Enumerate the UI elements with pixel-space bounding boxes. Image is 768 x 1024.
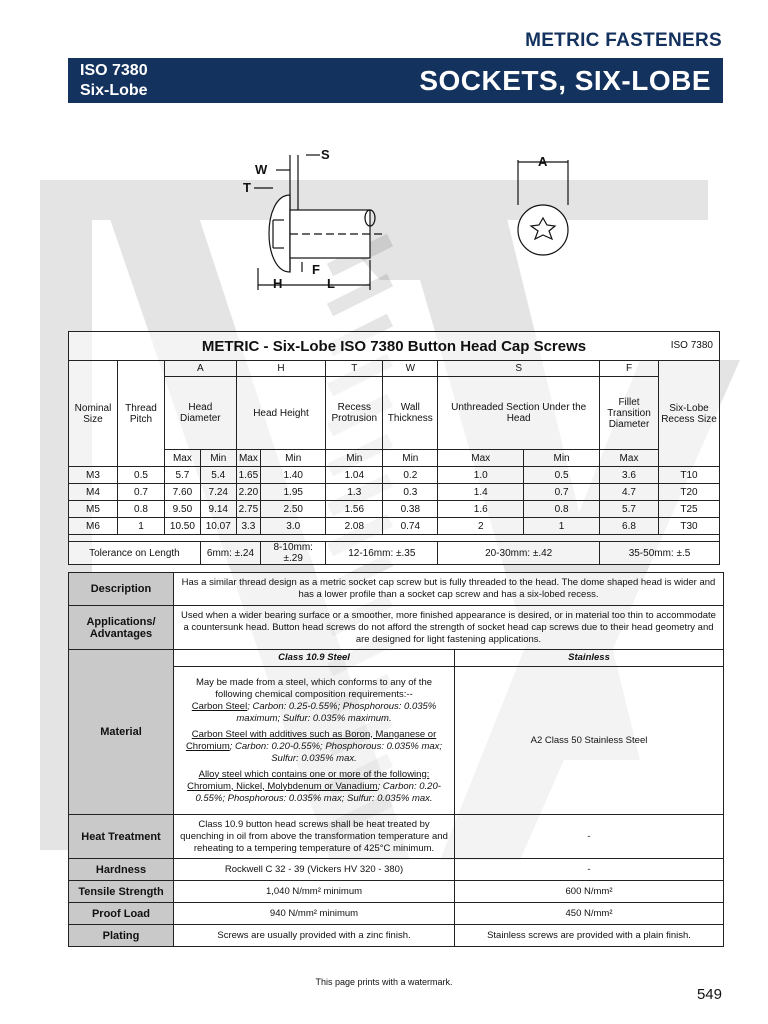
alloy-spec: ; Carbon: 0.20-0.55%; Phosphorous: 0.035% max; Sulfur: 0.035% max. bbox=[195, 780, 441, 804]
description-text: Has a similar thread design as a metric socket cap screw but is fully threaded to the head. The dome shaped head is wider and has a lower profile than a socket cap screw and has a six-lobed recess. bbox=[174, 573, 724, 606]
carbon-steel-spec: ; Carbon: 0.25-0.55%; Phosphorous: 0.035% maximum; Sulfur: 0.035% maximum. bbox=[236, 700, 437, 724]
cell: T10 bbox=[659, 467, 720, 484]
cell: 0.3 bbox=[383, 484, 438, 501]
proof-load-steel: 940 N/mm² minimum bbox=[174, 903, 455, 925]
page-number: 549 bbox=[696, 986, 722, 1003]
cell: 10.50 bbox=[165, 518, 201, 535]
cell: 9.14 bbox=[200, 501, 236, 518]
col-head-height: Head Height bbox=[236, 377, 326, 450]
col-fillet: Fillet Transition Diameter bbox=[600, 377, 659, 450]
cell: 3.3 bbox=[236, 518, 260, 535]
plating-steel: Screws are usually provided with a zinc finish. bbox=[174, 925, 455, 947]
drive-type: Six-Lobe bbox=[80, 82, 148, 99]
additives-label: Carbon Steel with additives such as Boron, Manganese or Chromium bbox=[185, 728, 437, 752]
cell: T20 bbox=[659, 484, 720, 501]
iso-number: ISO 7380 bbox=[80, 62, 148, 79]
hardness-label: Hardness bbox=[69, 859, 174, 881]
cell: 2.08 bbox=[326, 518, 383, 535]
tolerance-label: Tolerance on Length bbox=[69, 542, 201, 565]
sub-header: Max bbox=[165, 450, 201, 467]
table-title: METRIC - Six-Lobe ISO 7380 Button Head Cap Screws bbox=[201, 337, 587, 355]
plating-label: Plating bbox=[69, 925, 174, 947]
tensile-stainless: 600 N/mm² bbox=[455, 881, 724, 903]
cell: 4.7 bbox=[600, 484, 659, 501]
plating-stainless: Stainless screws are provided with a plain finish. bbox=[455, 925, 724, 947]
cell: 0.7 bbox=[524, 484, 600, 501]
hardness-steel: Rockwell C 32 - 39 (Vickers HV 320 - 380) bbox=[174, 859, 455, 881]
cell: T25 bbox=[659, 501, 720, 518]
cell: 9.50 bbox=[165, 501, 201, 518]
applications-label: Applications/ Advantages bbox=[69, 606, 174, 650]
cell: 0.5 bbox=[524, 467, 600, 484]
cell: 5.4 bbox=[200, 467, 236, 484]
dimension-table bbox=[68, 331, 720, 565]
alloy-label: Alloy steel which contains one or more of the following: Chromium, Nickel, Molybdenum or Vanadium bbox=[187, 768, 430, 792]
cell: 0.74 bbox=[383, 518, 438, 535]
sub-header: Max bbox=[236, 450, 260, 467]
dim-label-h: H bbox=[273, 276, 283, 291]
hardness-stainless: - bbox=[455, 859, 724, 881]
col-nominal-size: Nominal Size bbox=[69, 361, 118, 467]
sub-header: Min bbox=[200, 450, 236, 467]
table-row bbox=[69, 501, 720, 518]
table-title-cell bbox=[69, 332, 720, 361]
proof-load-label: Proof Load bbox=[69, 903, 174, 925]
cell: 1.65 bbox=[236, 467, 260, 484]
cell: 7.24 bbox=[200, 484, 236, 501]
col-wall: Wall Thickness bbox=[383, 377, 438, 450]
material-intro: May be made from a steel, which conforms to any of the following chemical composition requirements:-- bbox=[195, 676, 433, 700]
col-head-diameter: Head Diameter bbox=[165, 377, 237, 450]
sub-header: Max bbox=[600, 450, 659, 467]
cell: 0.2 bbox=[383, 467, 438, 484]
cell: 2.50 bbox=[261, 501, 326, 518]
sub-header: Min bbox=[524, 450, 600, 467]
cell: 0.38 bbox=[383, 501, 438, 518]
cell: 1.6 bbox=[438, 501, 524, 518]
table-row bbox=[69, 467, 720, 484]
tolerance-value: 6mm: ±.24 bbox=[200, 542, 260, 565]
col-recess: Recess Protrusion bbox=[326, 377, 383, 450]
cell: M3 bbox=[69, 467, 118, 484]
table-iso: ISO 7380 bbox=[670, 340, 713, 351]
watermark-note: This page prints with a watermark. bbox=[315, 977, 453, 987]
dim-label-l: L bbox=[327, 276, 335, 291]
cell: 2.20 bbox=[236, 484, 260, 501]
sub-header: Min bbox=[383, 450, 438, 467]
material-steel bbox=[174, 667, 455, 815]
sub-header: Max bbox=[438, 450, 524, 467]
cell: 1.4 bbox=[438, 484, 524, 501]
carbon-steel-label: Carbon Steel bbox=[191, 700, 248, 712]
letter-f: F bbox=[600, 361, 659, 377]
tolerance-value: 12-16mm: ±.35 bbox=[326, 542, 438, 565]
stainless-header: Stainless bbox=[455, 650, 724, 667]
col-six-lobe: Six-Lobe Recess Size bbox=[659, 361, 720, 467]
class-steel-header: Class 10.9 Steel bbox=[174, 650, 455, 667]
cell: T30 bbox=[659, 518, 720, 535]
proof-load-stainless: 450 N/mm² bbox=[455, 903, 724, 925]
col-unthreaded: Unthreaded Section Under the Head bbox=[438, 377, 600, 450]
dim-label-w: W bbox=[255, 162, 268, 177]
cell: 0.8 bbox=[118, 501, 165, 518]
cell: M5 bbox=[69, 501, 118, 518]
page-title: SOCKETS, SIX-LOBE bbox=[419, 65, 711, 96]
cell: 1 bbox=[524, 518, 600, 535]
cell: 5.7 bbox=[165, 467, 201, 484]
letter-h: H bbox=[236, 361, 326, 377]
heat-treatment-stainless: - bbox=[455, 815, 724, 859]
applications-text: Used when a wider bearing surface or a smoother, more finished appearance is desired, or in material too thin to accommodate a countersunk head. Button head screws do not afford the strength of socket head cap screws due to their head geometry and are designed for light fastening applications. bbox=[174, 606, 724, 650]
letter-t: T bbox=[326, 361, 383, 377]
description-label: Description bbox=[69, 573, 174, 606]
cell: 6.8 bbox=[600, 518, 659, 535]
cell: 0.8 bbox=[524, 501, 600, 518]
tensile-steel: 1,040 N/mm² minimum bbox=[174, 881, 455, 903]
cell: 0.5 bbox=[118, 467, 165, 484]
letter-a: A bbox=[165, 361, 237, 377]
cell: 1.40 bbox=[261, 467, 326, 484]
heat-treatment-label: Heat Treatment bbox=[69, 815, 174, 859]
table-row bbox=[69, 484, 720, 501]
cell: 7.60 bbox=[165, 484, 201, 501]
cell: M4 bbox=[69, 484, 118, 501]
dim-label-f: F bbox=[312, 262, 320, 277]
title-banner bbox=[68, 58, 723, 103]
cell: 1 bbox=[118, 518, 165, 535]
cell: 3.0 bbox=[261, 518, 326, 535]
material-stainless: A2 Class 50 Stainless Steel bbox=[455, 667, 724, 815]
tolerance-value: 8-10mm: ±.29 bbox=[261, 542, 326, 565]
dim-label-a: A bbox=[538, 154, 548, 169]
section-title: METRIC FASTENERS bbox=[525, 30, 722, 51]
spec-table bbox=[68, 572, 724, 947]
letter-w: W bbox=[383, 361, 438, 377]
tensile-label: Tensile Strength bbox=[69, 881, 174, 903]
heat-treatment-steel: Class 10.9 button head screws shall be heat treated by quenching in oil from above the transformation temperature and reheating to a tempering temperature of 425°C minimum. bbox=[174, 815, 455, 859]
sub-header: Min bbox=[261, 450, 326, 467]
tolerance-row bbox=[69, 542, 720, 565]
cell: 5.7 bbox=[600, 501, 659, 518]
screw-drawing bbox=[0, 140, 768, 330]
banner-standard bbox=[80, 61, 148, 101]
cell: 1.3 bbox=[326, 484, 383, 501]
cell: 1.56 bbox=[326, 501, 383, 518]
cell: 2.75 bbox=[236, 501, 260, 518]
tolerance-value: 20-30mm: ±.42 bbox=[438, 542, 600, 565]
table-row bbox=[69, 518, 720, 535]
cell: 1.04 bbox=[326, 467, 383, 484]
letter-s: S bbox=[438, 361, 600, 377]
cell: 2 bbox=[438, 518, 524, 535]
cell: M6 bbox=[69, 518, 118, 535]
col-thread-pitch: Thread Pitch bbox=[118, 361, 165, 467]
material-label: Material bbox=[69, 650, 174, 815]
table-spacer bbox=[69, 535, 720, 542]
cell: 1.95 bbox=[261, 484, 326, 501]
cell: 1.0 bbox=[438, 467, 524, 484]
sub-header: Min bbox=[326, 450, 383, 467]
dim-label-t: T bbox=[243, 180, 251, 195]
dim-label-s: S bbox=[321, 147, 330, 162]
cell: 3.6 bbox=[600, 467, 659, 484]
tolerance-value: 35-50mm: ±.5 bbox=[600, 542, 720, 565]
additives-spec: ; Carbon: 0.20-0.55%; Phosphorous: 0.035% max; Sulfur: 0.035% max. bbox=[229, 740, 443, 764]
cell: 10.07 bbox=[200, 518, 236, 535]
cell: 0.7 bbox=[118, 484, 165, 501]
